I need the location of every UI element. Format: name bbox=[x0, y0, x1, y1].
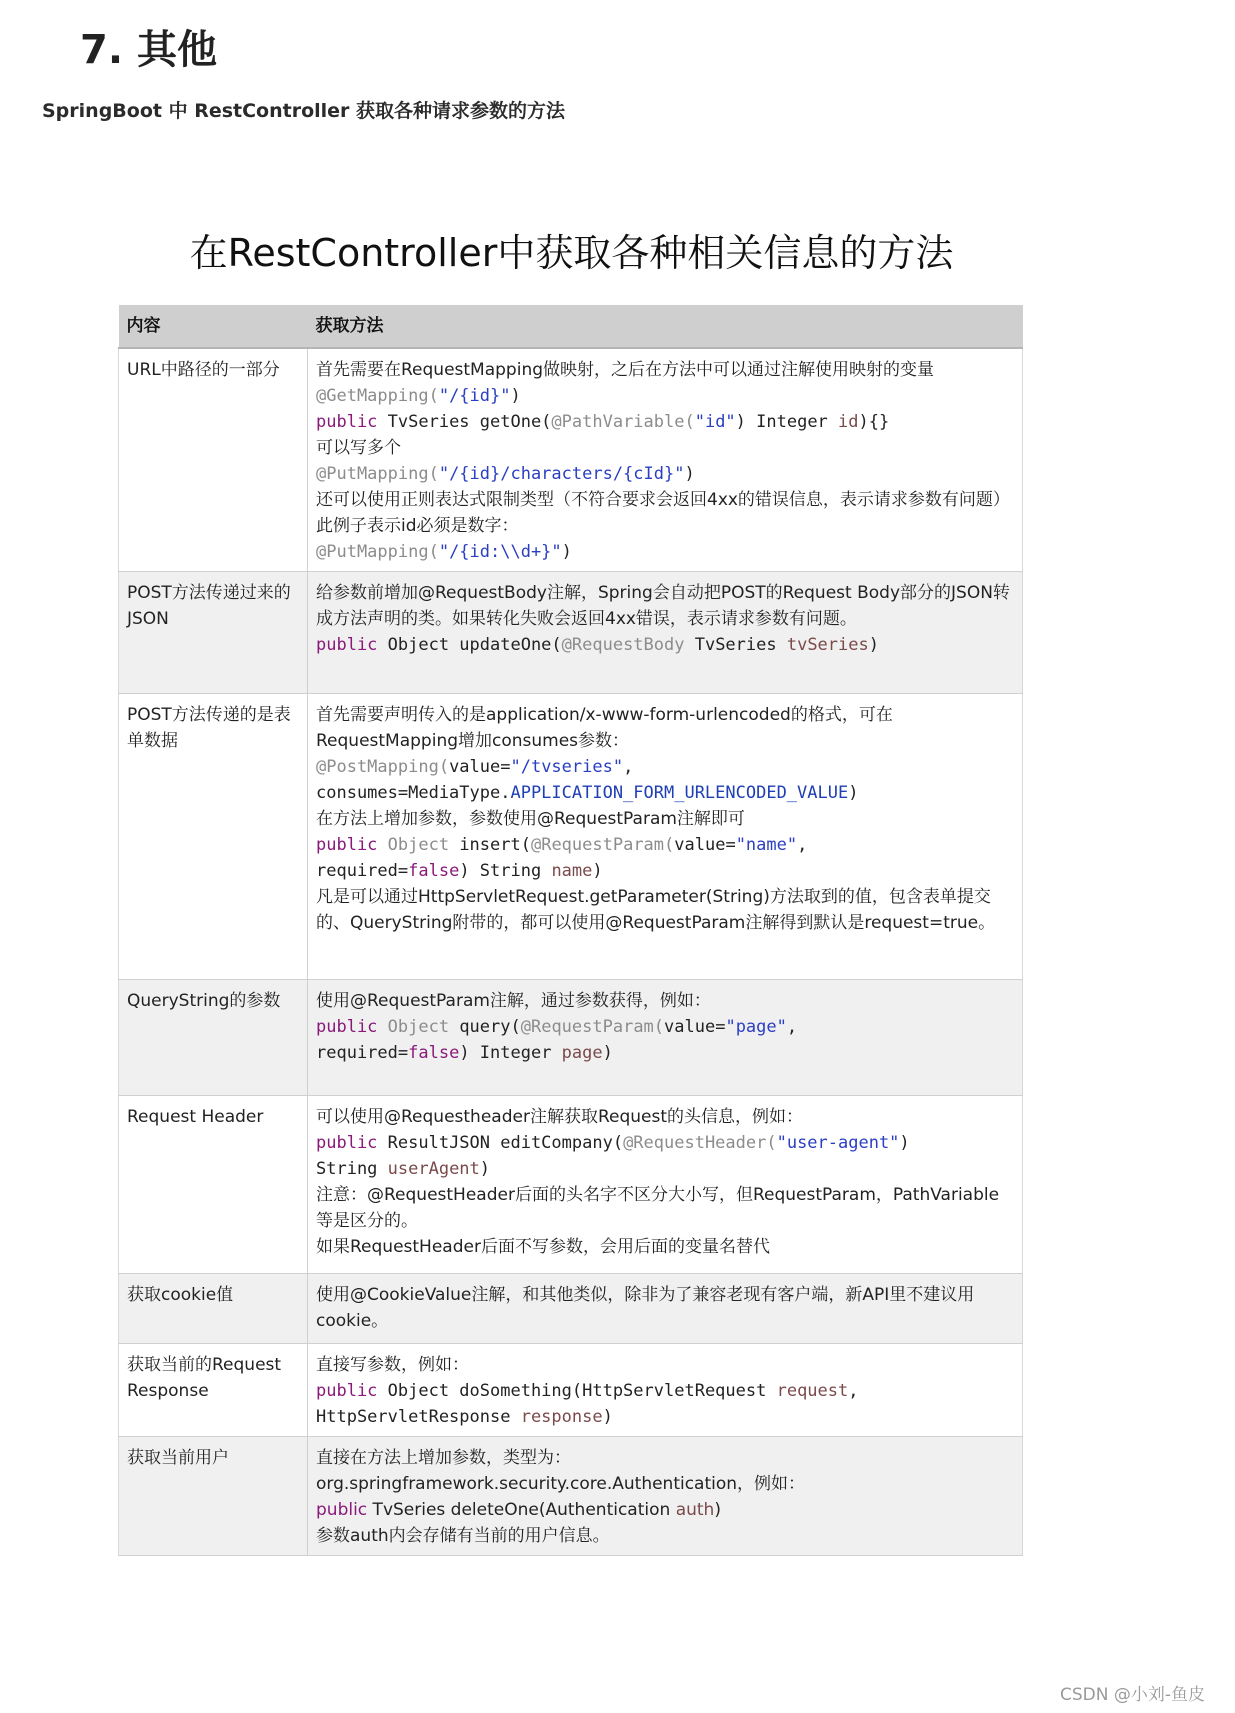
row-label: QueryString的参数 bbox=[119, 980, 308, 1096]
code-line: public Object doSomething(HttpServletRequest request, bbox=[316, 1381, 859, 1401]
text-line: 在方法上增加参数，参数使用@RequestParam注解即可 bbox=[316, 809, 745, 829]
row-method bbox=[308, 1096, 1023, 1274]
text-line: 直接在方法上增加参数，类型为： bbox=[316, 1448, 571, 1468]
text-line: 可以写多个 bbox=[316, 438, 401, 458]
code-line: required=false) Integer page) bbox=[316, 1043, 613, 1063]
code-line: public TvSeries deleteOne(Authentication auth) bbox=[316, 1500, 721, 1520]
methods-table bbox=[118, 305, 1023, 1556]
figure-title: 在RestController中获取各种相关信息的方法 bbox=[189, 231, 954, 275]
row-label: 获取当前的Request Response bbox=[119, 1344, 308, 1437]
code-line: public Object query(@RequestParam(value="page", bbox=[316, 1017, 798, 1037]
row-method bbox=[308, 348, 1023, 572]
text-line: 使用@CookieValue注解，和其他类似，除非为了兼容老现有客户端，新API里不建议用cookie。 bbox=[316, 1285, 975, 1331]
table-row bbox=[119, 1437, 1023, 1556]
row-label: URL中路径的一部分 bbox=[119, 348, 308, 572]
code-line: String userAgent) bbox=[316, 1159, 491, 1179]
header-method: 获取方法 bbox=[308, 305, 1023, 348]
text-line: 给参数前增加@RequestBody注解，Spring会自动把POST的Request Body部分的JSON转成方法声明的类。如果转化失败会返回4xx错误，表示请求参数有问题。 bbox=[316, 583, 1010, 629]
watermark: CSDN @小刘-鱼皮 bbox=[1059, 1685, 1205, 1705]
row-label: POST方法传递过来的JSON bbox=[119, 572, 308, 694]
text-line: 可以使用@Requestheader注解获取Request的头信息，例如： bbox=[316, 1107, 803, 1127]
code-line: @PostMapping(value="/tvseries", bbox=[316, 757, 634, 777]
text-line: 如果RequestHeader后面不写参数，会用后面的变量名替代 bbox=[316, 1237, 770, 1257]
row-label: Request Header bbox=[119, 1096, 308, 1274]
table-row bbox=[119, 1274, 1023, 1344]
text-line: 凡是可以通过HttpServletRequest.getParameter(String)方法取到的值，包含表单提交的、QueryString附带的，都可以使用@RequestParam注解得到默认是request=true。 bbox=[316, 887, 996, 933]
row-method bbox=[308, 1344, 1023, 1437]
code-line: public ResultJSON editCompany(@RequestHeader("user-agent") bbox=[316, 1133, 910, 1153]
text-line: 首先需要在RequestMapping做映射，之后在方法中可以通过注解使用映射的变量 bbox=[316, 360, 935, 380]
code-line: required=false) String name) bbox=[316, 861, 603, 881]
row-label: 获取当前用户 bbox=[119, 1437, 308, 1556]
code-line: consumes=MediaType.APPLICATION_FORM_URLENCODED_VALUE) bbox=[316, 783, 859, 803]
text-line: 还可以使用正则表达式限制类型（不符合要求会返回4xx的错误信息，表示请求参数有问题）此例子表示id必须是数字： bbox=[316, 490, 1010, 536]
section-heading: 7. 其他 bbox=[80, 27, 217, 73]
table-row bbox=[119, 1344, 1023, 1437]
row-method bbox=[308, 1437, 1023, 1556]
table-row bbox=[119, 694, 1023, 980]
code-line: @PutMapping("/{id:\\d+}") bbox=[316, 542, 572, 562]
row-method bbox=[308, 572, 1023, 694]
code-line: public Object insert(@RequestParam(value="name", bbox=[316, 835, 808, 855]
header-content: 内容 bbox=[119, 305, 308, 348]
table-header-row bbox=[119, 305, 1023, 348]
row-label: 获取cookie值 bbox=[119, 1274, 308, 1344]
table-row bbox=[119, 980, 1023, 1096]
code-line: public TvSeries getOne(@PathVariable("id") Integer id){} bbox=[316, 412, 890, 432]
code-line: HttpServletResponse response) bbox=[316, 1407, 613, 1427]
table-row bbox=[119, 1096, 1023, 1274]
article-subtitle: SpringBoot 中 RestController 获取各种请求参数的方法 bbox=[42, 100, 566, 122]
code-line: @PutMapping("/{id}/characters/{cId}") bbox=[316, 464, 695, 484]
table-row bbox=[119, 348, 1023, 572]
table-row bbox=[119, 572, 1023, 694]
text-line: 首先需要声明传入的是application/x-www-form-urlencoded的格式，可在RequestMapping增加consumes参数： bbox=[316, 705, 893, 751]
text-line: 注意：@RequestHeader后面的头名字不区分大小写，但RequestParam，PathVariable等是区分的。 bbox=[316, 1185, 1000, 1231]
row-label: POST方法传递的是表单数据 bbox=[119, 694, 308, 980]
text-line: 参数auth内会存储有当前的用户信息。 bbox=[316, 1526, 610, 1546]
code-line: @GetMapping("/{id}") bbox=[316, 386, 521, 406]
row-method bbox=[308, 694, 1023, 980]
text-line: 直接写参数，例如： bbox=[316, 1355, 469, 1375]
text-line: 使用@RequestParam注解，通过参数获得，例如： bbox=[316, 991, 711, 1011]
code-line: public Object updateOne(@RequestBody TvSeries tvSeries) bbox=[316, 635, 879, 655]
text-line: org.springframework.security.core.Authentication，例如： bbox=[316, 1474, 806, 1494]
row-method bbox=[308, 980, 1023, 1096]
row-method bbox=[308, 1274, 1023, 1344]
